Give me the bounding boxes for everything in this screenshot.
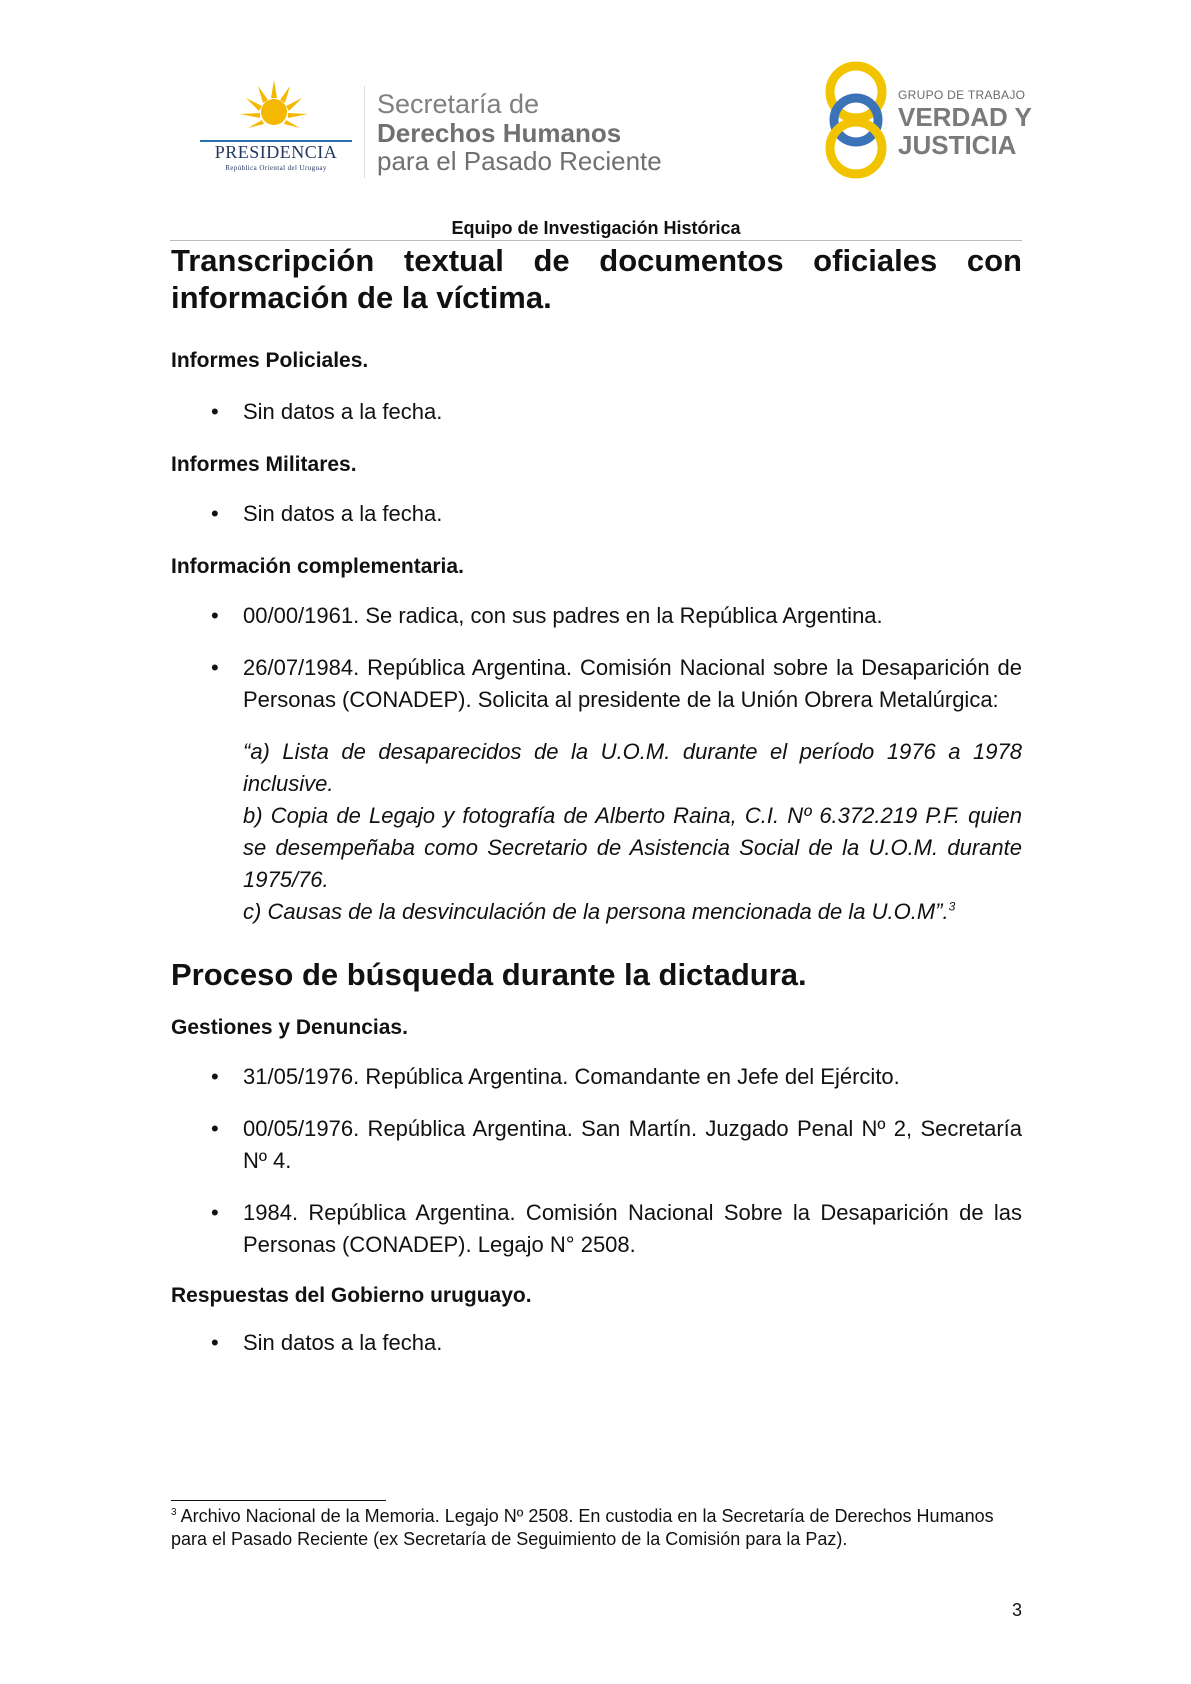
grupo-line-2: JUSTICIA [898, 130, 1017, 160]
list-item [171, 396, 1022, 428]
list-item [171, 498, 1022, 530]
bullet-icon: • [211, 501, 219, 526]
list-item-text: 31/05/1976. República Argentina. Comandante en Jefe del Ejército. [243, 1064, 900, 1089]
list-item [171, 652, 1022, 716]
heading-informacion-complementaria: Información complementaria. [171, 555, 464, 578]
secretaria-logo-text [377, 90, 707, 175]
list-item-text: 1984. República Argentina. Comisión Nacional Sobre la Desaparición de las Personas (CONADEP). Legajo N° 2508. [243, 1200, 1022, 1257]
sun-emblem-icon [238, 78, 310, 138]
quote-item-a: “a) Lista de desaparecidos de la U.O.M. durante el período 1976 a 1978 inclusive. [243, 739, 1022, 796]
list-item [171, 1113, 1022, 1177]
secretaria-line-3: para el Pasado Reciente [377, 146, 662, 177]
bullet-icon: • [211, 1064, 219, 1089]
section-heading-proceso: Proceso de búsqueda durante la dictadura. [171, 957, 807, 992]
list-item-text: 26/07/1984. República Argentina. Comisión Nacional sobre la Desaparición de Personas (CONADEP). Solicita al presidente de la Unión Obrera Metalúrgica: [243, 655, 1022, 712]
grupo-trabajo-logo [822, 58, 1042, 180]
bullet-icon: • [211, 399, 219, 424]
page-title: Transcripción textual de documentos oficiales con información de la víctima. [171, 243, 1022, 315]
header-rule [170, 240, 1022, 241]
bullet-icon: • [211, 1200, 219, 1225]
page-number: 3 [1012, 1600, 1023, 1620]
quote-item-c-wrapper [243, 896, 1022, 928]
heading-informes-policiales: Informes Policiales. [171, 349, 369, 372]
list-item-text: 00/00/1961. Se radica, con sus padres en la República Argentina. [243, 603, 883, 628]
list-item [171, 1061, 1022, 1093]
linked-rings-icon [822, 58, 890, 180]
list-item [171, 1327, 1022, 1359]
heading-informes-militares: Informes Militares. [171, 453, 357, 476]
presidencia-subtitle: República Oriental del Uruguay [225, 164, 327, 172]
running-header: Equipo de Investigación Histórica [451, 218, 741, 238]
heading-gestiones-denuncias: Gestiones y Denuncias. [171, 1016, 408, 1039]
footnote-number: 3 [171, 1507, 177, 1518]
quote-item-b: b) Copia de Legajo y fotografía de Alberto Raina, C.I. Nº 6.372.219 P.F. quien se desempeñaba como Secretario de Asistencia Social de la U.O.M. durante 1975/76. [243, 803, 1022, 892]
heading-respuestas-gobierno: Respuestas del Gobierno uruguayo. [171, 1284, 532, 1307]
quoted-request [171, 736, 1022, 928]
bullet-icon: • [211, 1116, 219, 1141]
footnote-separator [171, 1500, 386, 1501]
footnote-reference: 3 [948, 899, 956, 914]
footnote-text: Archivo Nacional de la Memoria. Legajo Nº 2508. En custodia en la Secretaría de Derechos Humanos para el Pasado Reciente (ex Secretaría de Seguimiento de la Comisión para la Paz). [171, 1506, 994, 1549]
grupo-trabajo-text [898, 88, 1032, 158]
grupo-line-1: VERDAD Y [898, 102, 1032, 132]
bullet-icon: • [211, 1330, 219, 1355]
list-item [171, 1197, 1022, 1261]
presidencia-name: PRESIDENCIA [214, 142, 338, 162]
list-item-text: Sin datos a la fecha. [243, 501, 443, 526]
bullet-icon: • [211, 655, 219, 680]
secretaria-line-1: Secretaría de [377, 89, 540, 119]
quote-item-c: c) Causas de la desvinculación de la persona mencionada de la U.O.M”. [243, 899, 949, 924]
bullet-icon: • [211, 603, 219, 628]
list-item-text: Sin datos a la fecha. [243, 399, 443, 424]
grupo-small-label: GRUPO DE TRABAJO [898, 88, 1026, 102]
secretaria-line-2: Derechos Humanos [377, 118, 622, 149]
list-item [171, 600, 1022, 632]
footnote [171, 1505, 1022, 1551]
list-item-text: Sin datos a la fecha. [243, 1330, 443, 1355]
presidencia-logo [196, 78, 356, 178]
list-item-text: 00/05/1976. República Argentina. San Martín. Juzgado Penal Nº 2, Secretaría Nº 4. [243, 1116, 1022, 1173]
logo-divider [364, 86, 365, 178]
document-body [171, 242, 1022, 1359]
